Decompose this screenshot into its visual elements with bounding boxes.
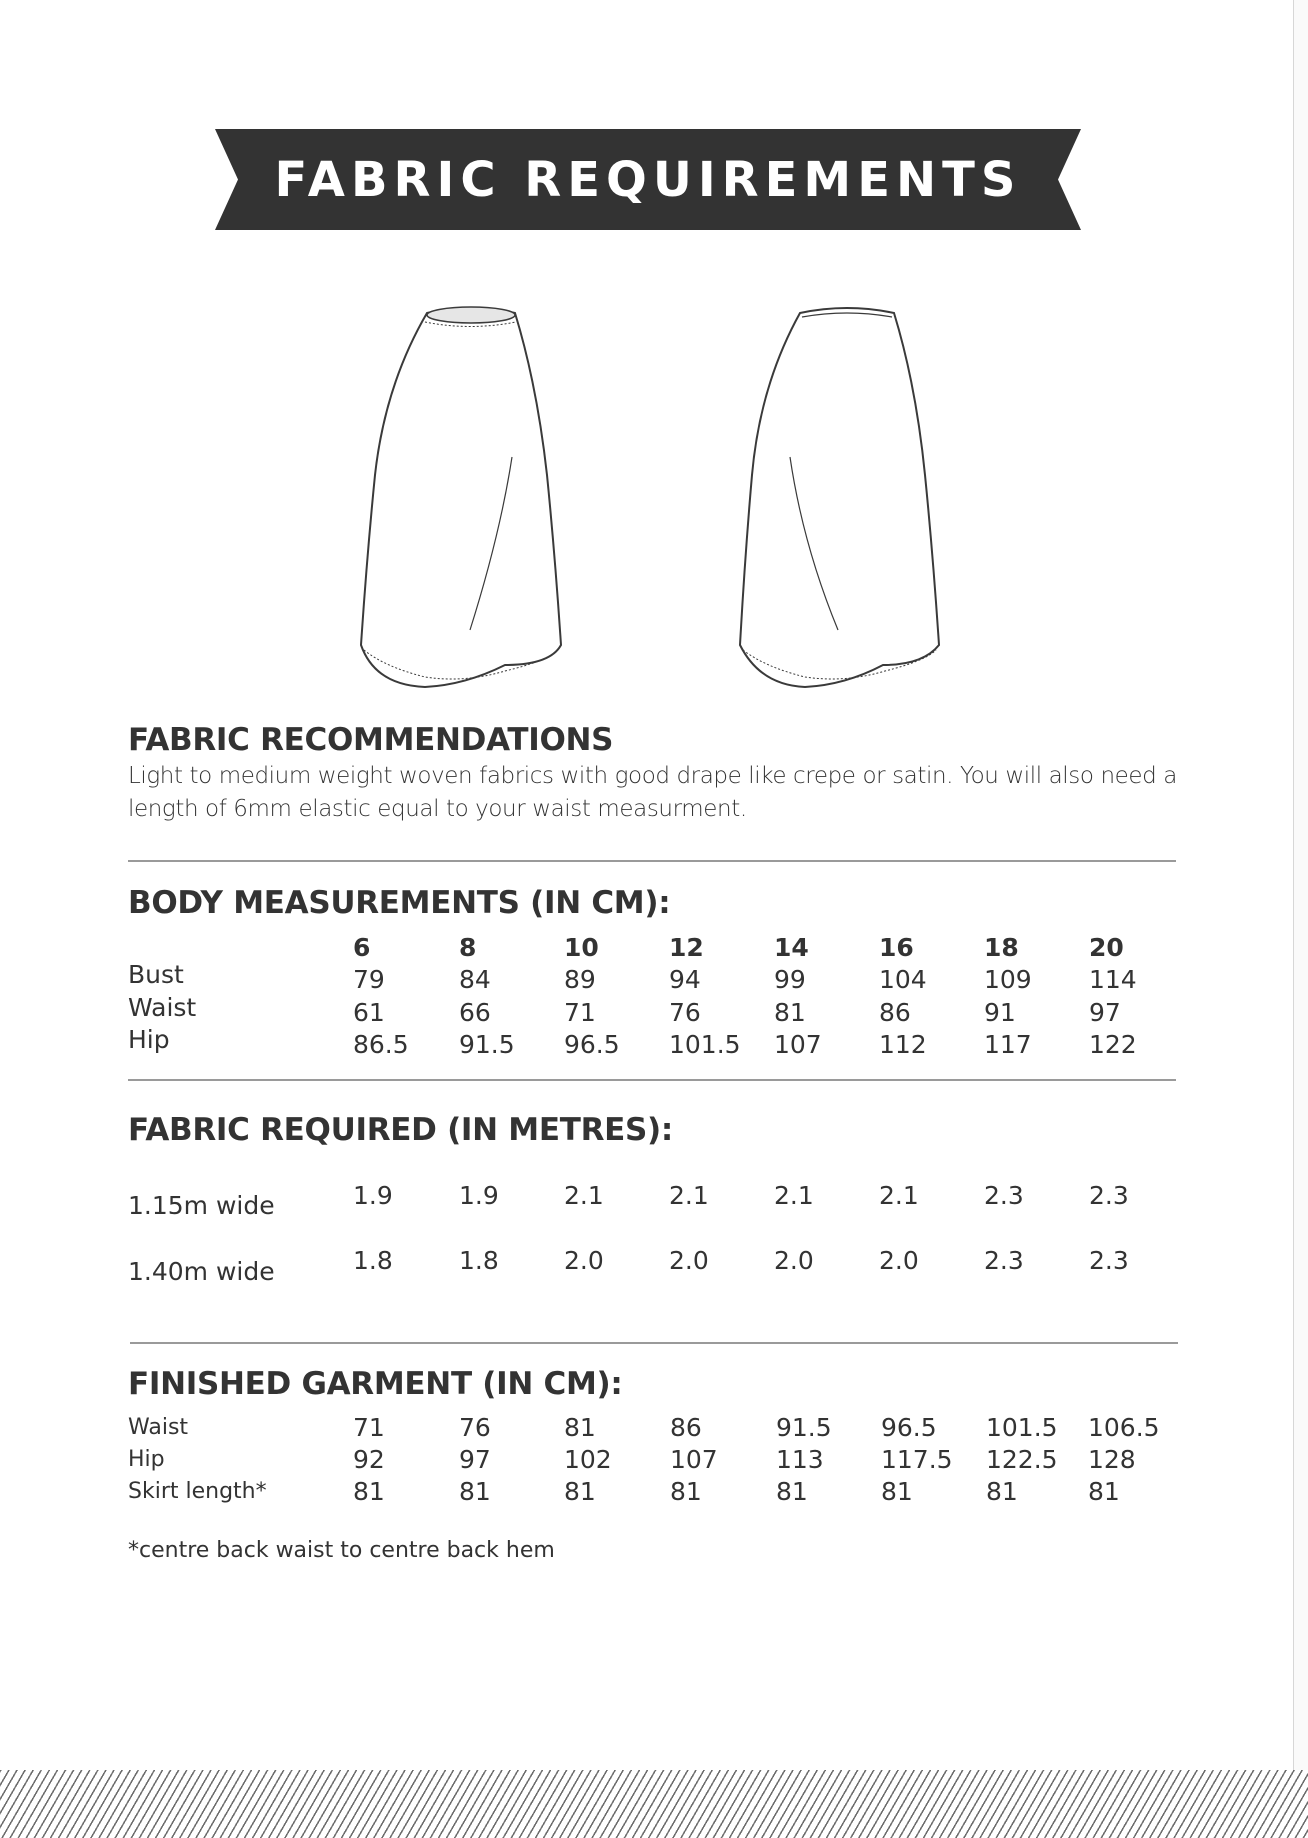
table-cell: 2.3 <box>1089 1246 1129 1275</box>
table-cell: 117.5 <box>881 1445 953 1474</box>
table-cell: 81 <box>353 1477 385 1506</box>
table-cell: 122 <box>1089 1030 1137 1059</box>
table-cell: 2.0 <box>564 1246 604 1275</box>
table-cell: 2.3 <box>1089 1181 1129 1210</box>
table-cell: 1.8 <box>459 1246 499 1275</box>
table-cell: 101.5 <box>669 1030 741 1059</box>
title-banner <box>215 129 1081 230</box>
table-cell: 76 <box>459 1413 491 1442</box>
table-cell: 71 <box>564 998 596 1027</box>
table-cell: 81 <box>564 1413 596 1442</box>
footnote: *centre back waist to centre back hem <box>128 1538 555 1563</box>
table-cell: 81 <box>564 1477 596 1506</box>
row-label-hip: Hip <box>128 1025 170 1054</box>
table-cell: 2.1 <box>774 1181 814 1210</box>
size-header: 6 <box>353 933 371 962</box>
skirt-back-illustration <box>740 308 939 687</box>
size-header: 18 <box>984 933 1019 962</box>
table-cell: 86 <box>879 998 911 1027</box>
table-cell: 96.5 <box>564 1030 620 1059</box>
table-cell: 91.5 <box>459 1030 515 1059</box>
table-cell: 2.1 <box>669 1181 709 1210</box>
divider <box>130 1342 1178 1344</box>
table-cell: 97 <box>459 1445 491 1474</box>
table-cell: 81 <box>881 1477 913 1506</box>
row-label-bust: Bust <box>128 960 184 989</box>
table-cell: 2.1 <box>879 1181 919 1210</box>
table-cell: 107 <box>670 1445 718 1474</box>
size-header: 10 <box>564 933 599 962</box>
table-cell: 96.5 <box>881 1413 937 1442</box>
table-cell: 92 <box>353 1445 385 1474</box>
row-label-hip: Hip <box>128 1447 165 1472</box>
size-header: 16 <box>879 933 914 962</box>
table-cell: 2.3 <box>984 1246 1024 1275</box>
table-cell: 81 <box>986 1477 1018 1506</box>
table-cell: 106.5 <box>1088 1413 1160 1442</box>
table-cell: 91.5 <box>776 1413 832 1442</box>
row-label-skirt-length: Skirt length* <box>128 1479 267 1504</box>
table-cell: 81 <box>776 1477 808 1506</box>
striped-footer-band <box>0 1770 1308 1838</box>
table-cell: 101.5 <box>986 1413 1058 1442</box>
table-cell: 66 <box>459 998 491 1027</box>
skirt-front-illustration <box>361 307 561 687</box>
table-cell: 91 <box>984 998 1016 1027</box>
table-cell: 81 <box>1088 1477 1120 1506</box>
table-cell: 107 <box>774 1030 822 1059</box>
fabric-required-heading: FABRIC REQUIRED (IN METRES): <box>128 1112 674 1148</box>
table-cell: 104 <box>879 965 927 994</box>
table-cell: 2.3 <box>984 1181 1024 1210</box>
table-cell: 2.0 <box>774 1246 814 1275</box>
table-cell: 113 <box>776 1445 824 1474</box>
table-cell: 84 <box>459 965 491 994</box>
finished-garment-heading: FINISHED GARMENT (IN CM): <box>128 1366 623 1402</box>
table-cell: 1.9 <box>353 1181 393 1210</box>
table-cell: 1.9 <box>459 1181 499 1210</box>
table-cell: 2.1 <box>564 1181 604 1210</box>
divider <box>128 1079 1176 1081</box>
table-cell: 2.0 <box>669 1246 709 1275</box>
row-label-115-wide: 1.15m wide <box>128 1191 275 1220</box>
size-header: 20 <box>1089 933 1124 962</box>
size-header: 8 <box>459 933 477 962</box>
table-cell: 81 <box>774 998 806 1027</box>
row-label-140-wide: 1.40m wide <box>128 1257 275 1286</box>
body-measurements-heading: BODY MEASUREMENTS (IN CM): <box>128 885 671 921</box>
size-header: 12 <box>669 933 704 962</box>
table-cell: 79 <box>353 965 385 994</box>
table-cell: 86.5 <box>353 1030 409 1059</box>
table-cell: 2.0 <box>879 1246 919 1275</box>
table-cell: 61 <box>353 998 385 1027</box>
divider <box>128 860 1176 862</box>
size-header: 14 <box>774 933 809 962</box>
table-cell: 109 <box>984 965 1032 994</box>
skirt-illustrations <box>355 295 1015 695</box>
table-cell: 112 <box>879 1030 927 1059</box>
table-cell: 81 <box>459 1477 491 1506</box>
table-cell: 89 <box>564 965 596 994</box>
row-label-waist: Waist <box>128 993 197 1022</box>
table-cell: 94 <box>669 965 701 994</box>
table-cell: 117 <box>984 1030 1032 1059</box>
table-cell: 71 <box>353 1413 385 1442</box>
page-title: FABRIC REQUIREMENTS <box>274 151 1022 208</box>
page-edge <box>1293 0 1308 1838</box>
row-label-waist: Waist <box>128 1415 189 1440</box>
table-cell: 81 <box>670 1477 702 1506</box>
table-cell: 76 <box>669 998 701 1027</box>
fabric-recommendations-heading: FABRIC RECOMMENDATIONS <box>128 722 614 758</box>
table-cell: 97 <box>1089 998 1121 1027</box>
fabric-recommendations-text: Light to medium weight woven fabrics with good drape like crepe or satin. You will also need a length of 6mm elastic equal to your waist measurment. <box>128 763 1177 822</box>
table-cell: 114 <box>1089 965 1137 994</box>
table-cell: 1.8 <box>353 1246 393 1275</box>
table-cell: 99 <box>774 965 806 994</box>
table-cell: 122.5 <box>986 1445 1058 1474</box>
table-cell: 86 <box>670 1413 702 1442</box>
table-cell: 102 <box>564 1445 612 1474</box>
table-cell: 128 <box>1088 1445 1136 1474</box>
